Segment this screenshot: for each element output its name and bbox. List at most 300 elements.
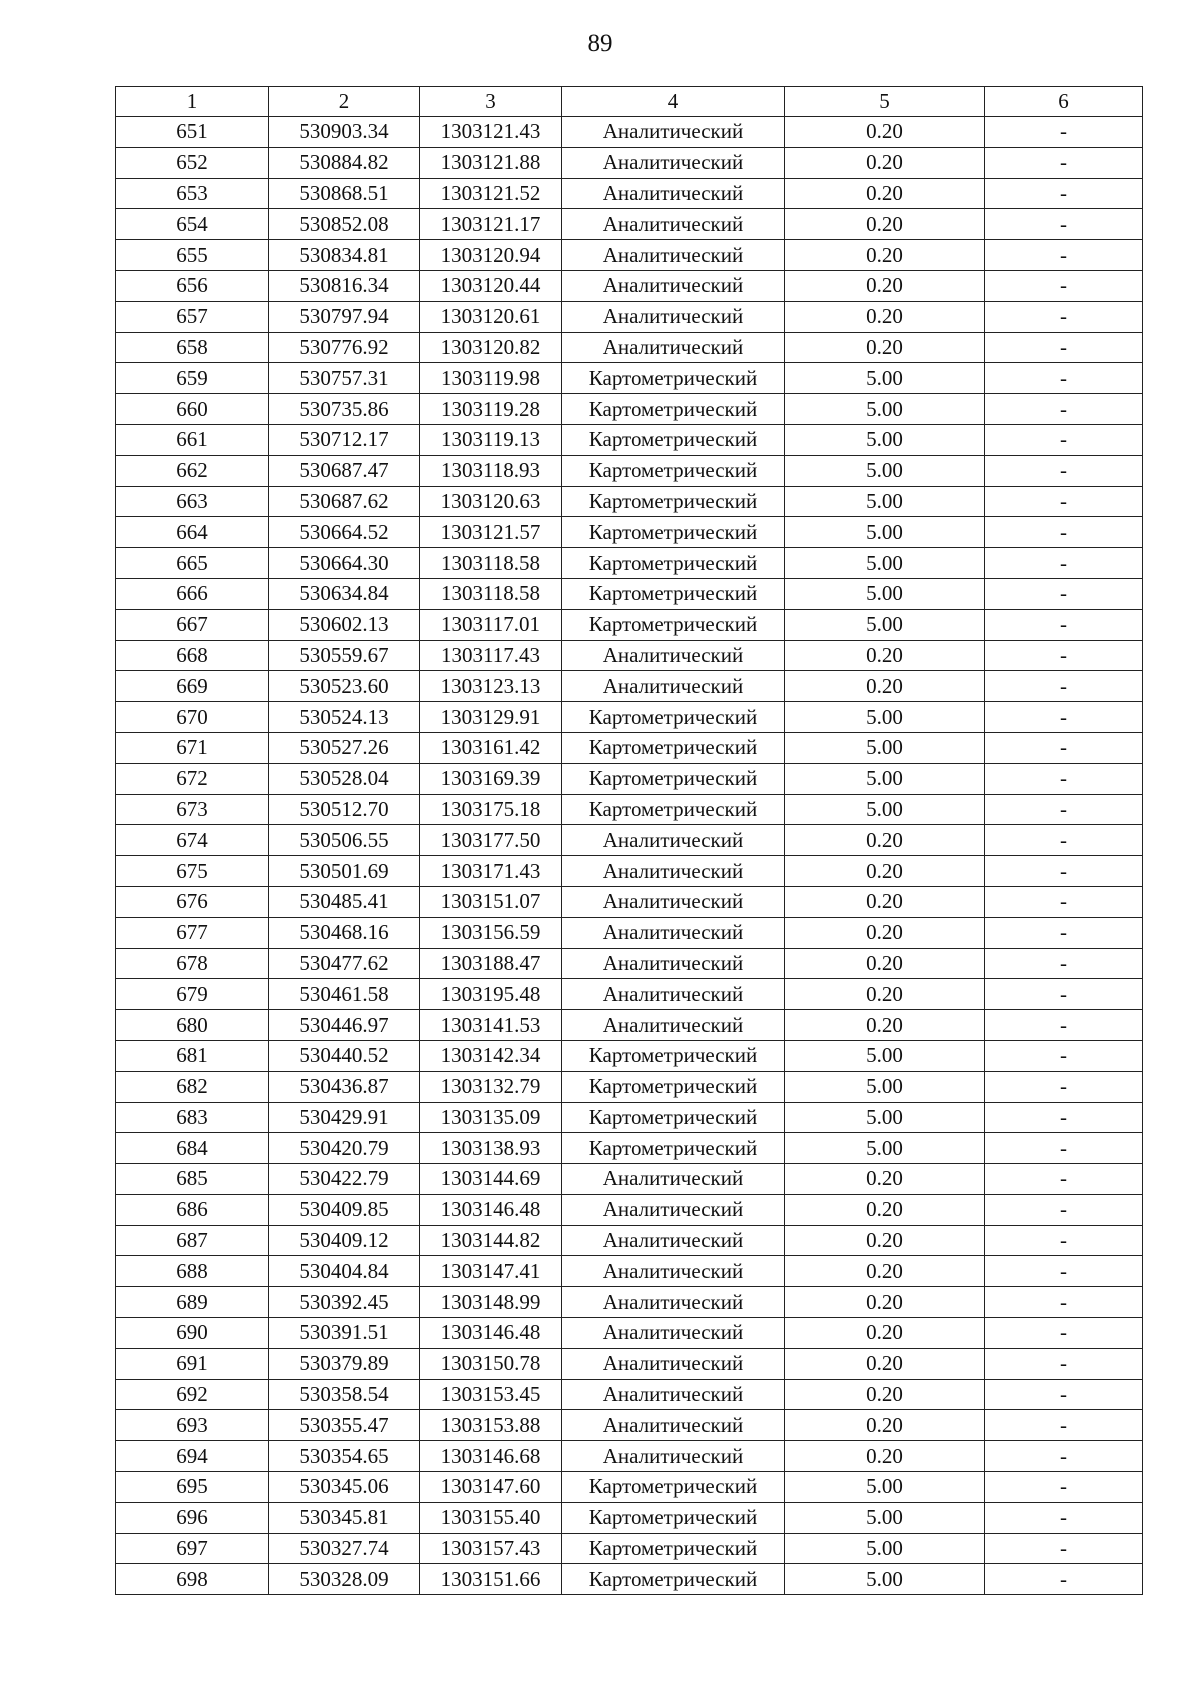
table-cell: 684 xyxy=(116,1133,269,1164)
table-cell: - xyxy=(985,578,1143,609)
table-cell: - xyxy=(985,948,1143,979)
table-row xyxy=(116,1533,1143,1564)
table-cell: 530429.91 xyxy=(269,1102,420,1133)
table-cell: 530712.17 xyxy=(269,424,420,455)
table-cell: 1303147.60 xyxy=(420,1472,562,1503)
table-cell: 665 xyxy=(116,548,269,579)
table-cell: 1303169.39 xyxy=(420,763,562,794)
table-row xyxy=(116,671,1143,702)
table-cell: 679 xyxy=(116,979,269,1010)
table-row xyxy=(116,1287,1143,1318)
table-row xyxy=(116,948,1143,979)
table-row xyxy=(116,1502,1143,1533)
table-cell: 1303117.01 xyxy=(420,609,562,640)
table-cell: 0.20 xyxy=(785,1318,985,1349)
table-cell: 670 xyxy=(116,702,269,733)
table-cell: 655 xyxy=(116,240,269,271)
table-cell: 680 xyxy=(116,1010,269,1041)
table-cell: - xyxy=(985,1256,1143,1287)
table-cell: 1303120.61 xyxy=(420,301,562,332)
table-cell: 530354.65 xyxy=(269,1441,420,1472)
table-cell: Картометрический xyxy=(562,702,785,733)
table-cell: 677 xyxy=(116,917,269,948)
table-cell: 1303118.58 xyxy=(420,578,562,609)
table-cell: - xyxy=(985,825,1143,856)
table-cell: 530501.69 xyxy=(269,856,420,887)
table-cell: - xyxy=(985,548,1143,579)
table-cell: Аналитический xyxy=(562,1410,785,1441)
table-cell: 0.20 xyxy=(785,640,985,671)
table-cell: 1303123.13 xyxy=(420,671,562,702)
table-cell: 530355.47 xyxy=(269,1410,420,1441)
table-cell: 660 xyxy=(116,394,269,425)
table-cell: 530436.87 xyxy=(269,1071,420,1102)
table-cell: 0.20 xyxy=(785,1287,985,1318)
table-cell: - xyxy=(985,363,1143,394)
table-cell: 5.00 xyxy=(785,763,985,794)
table-cell: 667 xyxy=(116,609,269,640)
table-cell: 5.00 xyxy=(785,1533,985,1564)
table-row xyxy=(116,486,1143,517)
table-cell: Аналитический xyxy=(562,332,785,363)
table-cell: 692 xyxy=(116,1379,269,1410)
table-cell: 0.20 xyxy=(785,117,985,148)
table-cell: Аналитический xyxy=(562,1379,785,1410)
table-row xyxy=(116,1133,1143,1164)
table-cell: 1303132.79 xyxy=(420,1071,562,1102)
table-row xyxy=(116,178,1143,209)
table-cell: 530602.13 xyxy=(269,609,420,640)
table-cell: 1303135.09 xyxy=(420,1102,562,1133)
table-cell: 530440.52 xyxy=(269,1040,420,1071)
table-cell: Аналитический xyxy=(562,147,785,178)
table-cell: 5.00 xyxy=(785,394,985,425)
table-cell: 5.00 xyxy=(785,1071,985,1102)
table-cell: 0.20 xyxy=(785,979,985,1010)
table-cell: 530409.85 xyxy=(269,1194,420,1225)
table-cell: - xyxy=(985,1194,1143,1225)
table-cell: Картометрический xyxy=(562,609,785,640)
table-cell: Картометрический xyxy=(562,1133,785,1164)
table-cell: Аналитический xyxy=(562,1441,785,1472)
table-cell: Картометрический xyxy=(562,548,785,579)
table-cell: 666 xyxy=(116,578,269,609)
table-cell: 652 xyxy=(116,147,269,178)
table-body xyxy=(116,117,1143,1595)
table-cell: 1303121.43 xyxy=(420,117,562,148)
table-cell: 689 xyxy=(116,1287,269,1318)
table-cell: Аналитический xyxy=(562,301,785,332)
table-row xyxy=(116,917,1143,948)
table-row xyxy=(116,1318,1143,1349)
table-row xyxy=(116,702,1143,733)
table-cell: 683 xyxy=(116,1102,269,1133)
table-cell: - xyxy=(985,1225,1143,1256)
table-cell: Картометрический xyxy=(562,486,785,517)
table-cell: 530664.52 xyxy=(269,517,420,548)
table-cell: 530903.34 xyxy=(269,117,420,148)
table-cell: 691 xyxy=(116,1348,269,1379)
table-cell: 1303146.48 xyxy=(420,1318,562,1349)
table-cell: - xyxy=(985,1502,1143,1533)
table-cell: 530409.12 xyxy=(269,1225,420,1256)
table-cell: - xyxy=(985,455,1143,486)
table-cell: 530523.60 xyxy=(269,671,420,702)
table-cell: 1303120.94 xyxy=(420,240,562,271)
table-cell: 654 xyxy=(116,209,269,240)
table-cell: Аналитический xyxy=(562,178,785,209)
table-cell: - xyxy=(985,394,1143,425)
table-cell: 658 xyxy=(116,332,269,363)
table-row xyxy=(116,732,1143,763)
table-cell: - xyxy=(985,332,1143,363)
table-cell: 530687.62 xyxy=(269,486,420,517)
table-cell: Аналитический xyxy=(562,856,785,887)
table-cell: - xyxy=(985,1472,1143,1503)
table-cell: 681 xyxy=(116,1040,269,1071)
table-cell: 1303119.13 xyxy=(420,424,562,455)
table-cell: Аналитический xyxy=(562,886,785,917)
table-cell: Картометрический xyxy=(562,1472,785,1503)
table-cell: 682 xyxy=(116,1071,269,1102)
table-cell: 1303188.47 xyxy=(420,948,562,979)
table-cell: 1303117.43 xyxy=(420,640,562,671)
table-cell: 1303119.98 xyxy=(420,363,562,394)
table-cell: 530345.06 xyxy=(269,1472,420,1503)
table-cell: 0.20 xyxy=(785,1164,985,1195)
table-row xyxy=(116,1410,1143,1441)
table-cell: 530379.89 xyxy=(269,1348,420,1379)
table-cell: - xyxy=(985,117,1143,148)
table-cell: 0.20 xyxy=(785,1225,985,1256)
table-cell: 530512.70 xyxy=(269,794,420,825)
table-cell: 1303144.82 xyxy=(420,1225,562,1256)
table-cell: 687 xyxy=(116,1225,269,1256)
table-cell: 530477.62 xyxy=(269,948,420,979)
table-cell: Аналитический xyxy=(562,1318,785,1349)
table-cell: 651 xyxy=(116,117,269,148)
table-row xyxy=(116,1256,1143,1287)
table-cell: 5.00 xyxy=(785,1040,985,1071)
table-row xyxy=(116,1194,1143,1225)
table-row xyxy=(116,886,1143,917)
table-cell: 0.20 xyxy=(785,178,985,209)
table-cell: 1303120.44 xyxy=(420,270,562,301)
table-cell: - xyxy=(985,763,1143,794)
table-cell: 1303157.43 xyxy=(420,1533,562,1564)
table-cell: Аналитический xyxy=(562,1194,785,1225)
table-cell: Аналитический xyxy=(562,209,785,240)
table-row xyxy=(116,1225,1143,1256)
table-cell: 686 xyxy=(116,1194,269,1225)
table-cell: Аналитический xyxy=(562,117,785,148)
table-cell: 5.00 xyxy=(785,363,985,394)
table-cell: Картометрический xyxy=(562,1102,785,1133)
table-cell: 5.00 xyxy=(785,486,985,517)
table-row xyxy=(116,1010,1143,1041)
table-cell: Аналитический xyxy=(562,1010,785,1041)
table-row xyxy=(116,455,1143,486)
table-cell: 5.00 xyxy=(785,455,985,486)
table-cell: 530345.81 xyxy=(269,1502,420,1533)
table-cell: 1303177.50 xyxy=(420,825,562,856)
table-cell: - xyxy=(985,1071,1143,1102)
table-cell: 653 xyxy=(116,178,269,209)
table-cell: 1303148.99 xyxy=(420,1287,562,1318)
table-cell: 1303118.93 xyxy=(420,455,562,486)
table-row xyxy=(116,825,1143,856)
table-cell: Аналитический xyxy=(562,1164,785,1195)
table-row xyxy=(116,1564,1143,1595)
header-row xyxy=(116,87,1143,117)
table-cell: 0.20 xyxy=(785,671,985,702)
table-cell: 688 xyxy=(116,1256,269,1287)
table-row xyxy=(116,394,1143,425)
table-cell: 0.20 xyxy=(785,1194,985,1225)
table-row xyxy=(116,424,1143,455)
table-cell: 1303150.78 xyxy=(420,1348,562,1379)
table-cell: Картометрический xyxy=(562,1040,785,1071)
table-cell: 530687.47 xyxy=(269,455,420,486)
table-cell: Картометрический xyxy=(562,424,785,455)
table-cell: - xyxy=(985,1348,1143,1379)
table-cell: 698 xyxy=(116,1564,269,1595)
table-cell: 530524.13 xyxy=(269,702,420,733)
table-cell: Картометрический xyxy=(562,1502,785,1533)
table-cell: 530328.09 xyxy=(269,1564,420,1595)
table-cell: 694 xyxy=(116,1441,269,1472)
table-cell: 1303120.82 xyxy=(420,332,562,363)
table-cell: - xyxy=(985,917,1143,948)
table-cell: Аналитический xyxy=(562,240,785,271)
table-row xyxy=(116,640,1143,671)
column-header: 2 xyxy=(269,87,420,117)
table-cell: 669 xyxy=(116,671,269,702)
table-cell: Аналитический xyxy=(562,917,785,948)
table-row xyxy=(116,763,1143,794)
table-cell: 530757.31 xyxy=(269,363,420,394)
table-cell: 530852.08 xyxy=(269,209,420,240)
table-cell: 0.20 xyxy=(785,1379,985,1410)
table-cell: 530485.41 xyxy=(269,886,420,917)
table-row xyxy=(116,548,1143,579)
table-cell: Картометрический xyxy=(562,794,785,825)
table-cell: 530404.84 xyxy=(269,1256,420,1287)
table-cell: - xyxy=(985,1164,1143,1195)
table-cell: 530506.55 xyxy=(269,825,420,856)
table-cell: - xyxy=(985,1133,1143,1164)
table-cell: - xyxy=(985,640,1143,671)
table-cell: 0.20 xyxy=(785,1256,985,1287)
table-cell: 656 xyxy=(116,270,269,301)
table-cell: 5.00 xyxy=(785,1133,985,1164)
table-cell: 0.20 xyxy=(785,209,985,240)
table-cell: - xyxy=(985,702,1143,733)
table-cell: 530391.51 xyxy=(269,1318,420,1349)
table-cell: - xyxy=(985,1102,1143,1133)
table-cell: - xyxy=(985,671,1143,702)
column-header: 6 xyxy=(985,87,1143,117)
table-cell: 0.20 xyxy=(785,1348,985,1379)
table-cell: 5.00 xyxy=(785,1502,985,1533)
table-cell: 697 xyxy=(116,1533,269,1564)
table-cell: - xyxy=(985,886,1143,917)
table-row xyxy=(116,1071,1143,1102)
column-header: 4 xyxy=(562,87,785,117)
table-row xyxy=(116,270,1143,301)
table-row xyxy=(116,1164,1143,1195)
table-cell: 530664.30 xyxy=(269,548,420,579)
table-cell: 530634.84 xyxy=(269,578,420,609)
table-cell: 530527.26 xyxy=(269,732,420,763)
table-row xyxy=(116,979,1143,1010)
table-row xyxy=(116,609,1143,640)
table-row xyxy=(116,578,1143,609)
table-cell: 1303155.40 xyxy=(420,1502,562,1533)
table-cell: - xyxy=(985,1318,1143,1349)
table-cell: 1303147.41 xyxy=(420,1256,562,1287)
table-cell: 1303175.18 xyxy=(420,794,562,825)
table-row xyxy=(116,240,1143,271)
table-cell: 1303121.88 xyxy=(420,147,562,178)
table-row xyxy=(116,1348,1143,1379)
table-cell: 5.00 xyxy=(785,794,985,825)
table-cell: 690 xyxy=(116,1318,269,1349)
table-cell: Картометрический xyxy=(562,1564,785,1595)
table-cell: 530559.67 xyxy=(269,640,420,671)
table-cell: - xyxy=(985,1287,1143,1318)
table-cell: 530776.92 xyxy=(269,332,420,363)
table-cell: 0.20 xyxy=(785,270,985,301)
table-cell: - xyxy=(985,1410,1143,1441)
table-cell: 664 xyxy=(116,517,269,548)
table-cell: - xyxy=(985,1010,1143,1041)
table-cell: - xyxy=(985,301,1143,332)
table-cell: - xyxy=(985,240,1143,271)
table-cell: 1303161.42 xyxy=(420,732,562,763)
table-cell: 696 xyxy=(116,1502,269,1533)
column-header: 3 xyxy=(420,87,562,117)
table-cell: - xyxy=(985,1564,1143,1595)
table-cell: 1303146.48 xyxy=(420,1194,562,1225)
table-cell: Картометрический xyxy=(562,517,785,548)
table-cell: Аналитический xyxy=(562,270,785,301)
table-cell: 0.20 xyxy=(785,240,985,271)
table-row xyxy=(116,1472,1143,1503)
table-cell: - xyxy=(985,732,1143,763)
table-cell: 0.20 xyxy=(785,147,985,178)
table-cell: 5.00 xyxy=(785,609,985,640)
table-row xyxy=(116,332,1143,363)
page-number: 89 xyxy=(587,30,613,57)
table-cell: 0.20 xyxy=(785,1010,985,1041)
table-cell: 0.20 xyxy=(785,886,985,917)
table-cell: 530327.74 xyxy=(269,1533,420,1564)
table-cell: - xyxy=(985,609,1143,640)
table-cell: Аналитический xyxy=(562,825,785,856)
table-cell: 5.00 xyxy=(785,1102,985,1133)
table-row xyxy=(116,363,1143,394)
table-row xyxy=(116,856,1143,887)
table-cell: 0.20 xyxy=(785,301,985,332)
table-cell: 5.00 xyxy=(785,548,985,579)
column-header: 5 xyxy=(785,87,985,117)
table-cell: 1303151.07 xyxy=(420,886,562,917)
table-cell: 5.00 xyxy=(785,702,985,733)
table-cell: Картометрический xyxy=(562,1071,785,1102)
table-cell: 1303138.93 xyxy=(420,1133,562,1164)
table-cell: 678 xyxy=(116,948,269,979)
table-cell: - xyxy=(985,270,1143,301)
table-cell: 1303118.58 xyxy=(420,548,562,579)
table-cell: Картометрический xyxy=(562,1533,785,1564)
table-cell: 530797.94 xyxy=(269,301,420,332)
table-cell: 1303153.45 xyxy=(420,1379,562,1410)
column-header: 1 xyxy=(116,87,269,117)
table-cell: 1303171.43 xyxy=(420,856,562,887)
table-row xyxy=(116,794,1143,825)
table-cell: 5.00 xyxy=(785,578,985,609)
table-cell: Аналитический xyxy=(562,1225,785,1256)
table-cell: Картометрический xyxy=(562,578,785,609)
table-cell: Картометрический xyxy=(562,394,785,425)
table-cell: 1303195.48 xyxy=(420,979,562,1010)
table-cell: 657 xyxy=(116,301,269,332)
table-cell: Картометрический xyxy=(562,732,785,763)
table-cell: - xyxy=(985,178,1143,209)
table-row xyxy=(116,517,1143,548)
table-cell: - xyxy=(985,209,1143,240)
table-cell: 1303141.53 xyxy=(420,1010,562,1041)
table-cell: 0.20 xyxy=(785,948,985,979)
table-cell: 530461.58 xyxy=(269,979,420,1010)
table-row xyxy=(116,147,1143,178)
table-cell: - xyxy=(985,1040,1143,1071)
coordinates-table xyxy=(115,86,1143,1595)
table-cell: Картометрический xyxy=(562,763,785,794)
table-cell: 672 xyxy=(116,763,269,794)
table-row xyxy=(116,1379,1143,1410)
table-cell: - xyxy=(985,979,1143,1010)
table-cell: 0.20 xyxy=(785,1441,985,1472)
table-cell: 1303121.52 xyxy=(420,178,562,209)
table-cell: Аналитический xyxy=(562,1348,785,1379)
table-row xyxy=(116,209,1143,240)
table-cell: 673 xyxy=(116,794,269,825)
table-cell: Картометрический xyxy=(562,455,785,486)
table-cell: 1303120.63 xyxy=(420,486,562,517)
table-cell: 0.20 xyxy=(785,332,985,363)
table-cell: Аналитический xyxy=(562,640,785,671)
table-cell: 668 xyxy=(116,640,269,671)
table-cell: - xyxy=(985,517,1143,548)
table-cell: 685 xyxy=(116,1164,269,1195)
table-cell: 1303129.91 xyxy=(420,702,562,733)
table-cell: 530392.45 xyxy=(269,1287,420,1318)
table-cell: 530468.16 xyxy=(269,917,420,948)
table-cell: - xyxy=(985,147,1143,178)
table-cell: Аналитический xyxy=(562,1287,785,1318)
table-cell: 530420.79 xyxy=(269,1133,420,1164)
table-cell: 1303146.68 xyxy=(420,1441,562,1472)
table-cell: 1303151.66 xyxy=(420,1564,562,1595)
table-cell: 1303144.69 xyxy=(420,1164,562,1195)
table-cell: 5.00 xyxy=(785,517,985,548)
table-cell: Аналитический xyxy=(562,671,785,702)
table-cell: 530884.82 xyxy=(269,147,420,178)
table-cell: 530816.34 xyxy=(269,270,420,301)
table-cell: 695 xyxy=(116,1472,269,1503)
